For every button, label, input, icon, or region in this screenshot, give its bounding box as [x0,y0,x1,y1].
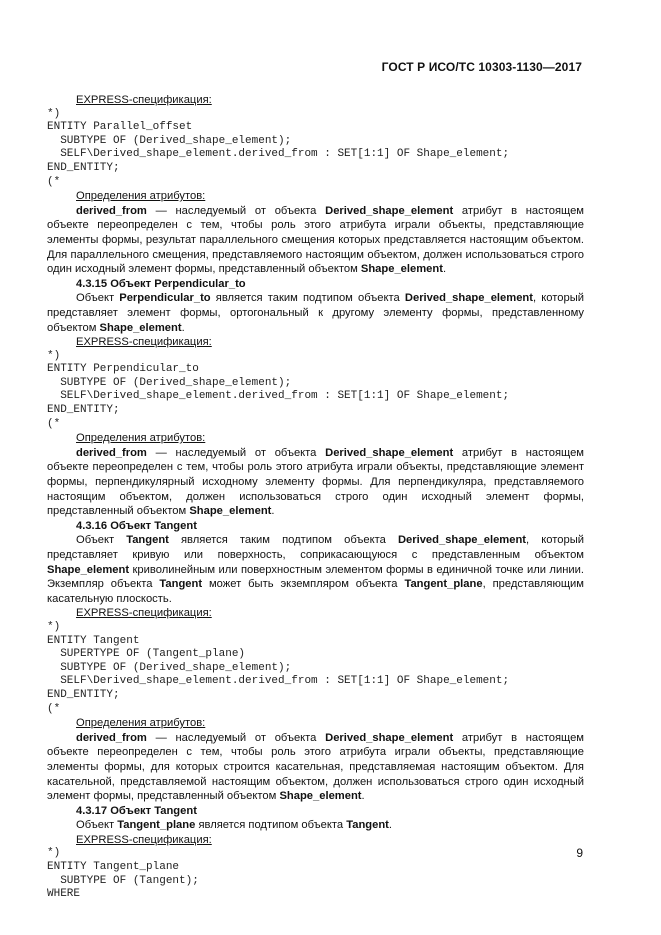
subheading-line [47,431,584,446]
section-heading: 4.3.16 Объект Tangent [76,519,197,532]
bold-term: Shape_element [47,563,130,576]
bold-term: Tangent_plane [404,578,483,591]
text-run: атрибут в настоящем объекте переопределен с тем, чтобы роль этого атрибута играли объекты, представляющие элементы формы, для которых строится касательная, представляемая настоящим объектом. Для касательной, представляемой настоящим объектом, должен использоваться строго один исходный элемент формы, представленный объектом [47,731,584,803]
bold-term: derived_from [76,446,147,459]
express-code-line: ENTITY Perpendicular_to [47,363,199,376]
subheading-line [47,606,584,621]
bold-term: Derived_shape_element [325,204,454,217]
express-code-line: *) [47,847,61,860]
text-run: . [361,790,365,803]
subheading-label: EXPRESS-спецификация: [76,607,212,620]
text-run: атрибут в настоящем объекте переопределен с тем, чтобы роль этого атрибута играли объекты, представляющие элементы формы, результат параллельного смещения которых представляется настоящим объектом. Для параллельного смещения, представляемого настоящим объектом, должен использоваться строго один исходный элемент формы, представленный объектом [47,204,584,276]
text-run: , который представляет кривую или поверхность, соприкасающуюся с представленным объектом [47,534,584,561]
body-paragraph [47,204,584,277]
body-paragraph [47,446,584,519]
text-run: криволинейным или поверхностным элементом формы в единичной точке или линии. Экземпляр объекта [47,563,584,591]
text-run: является таким подтипом объекта [168,534,398,547]
express-code-line: ENTITY Tangent [47,634,140,647]
bold-term: Tangent [126,534,169,547]
section-heading: 4.3.15 Объект Perpendicular_to [76,277,246,290]
express-code-line: END_ENTITY; [47,404,120,417]
text-run: — наследуемый от объекта [146,731,326,744]
bold-term: Tangent [346,819,389,832]
bold-term: Shape_element [189,505,272,518]
bold-term: derived_from [76,731,147,744]
text-run: атрибут в настоящем объекте переопределен с тем, чтобы роль этого атрибута играли объекты, представляющие элемент формы, перпендикулярный исходному элементу формы. Для перпендикуляра, представляемого настоящим объектом, должен использоваться строго один исходный элемент формы, представленный объектом [47,446,584,518]
subheading-label: Определения атрибутов: [76,717,206,730]
subheading-label: Определения атрибутов: [76,432,206,445]
express-code-line: SELF\Derived_shape_element.derived_from : SET[1:1] OF Shape_element; [47,675,510,688]
bold-term: derived_from [76,204,147,217]
body-paragraph [47,818,584,833]
body-paragraph [47,291,584,335]
express-code-line: SUBTYPE OF (Tangent); [47,874,199,887]
express-code-line: END_ENTITY; [47,688,120,701]
express-code-line: SUBTYPE OF (Derived_shape_element); [47,661,292,674]
bold-term: Tangent [159,578,203,591]
subheading-line [47,189,584,204]
subheading-label: EXPRESS-спецификация: [76,94,212,106]
text-run: Объект [76,534,127,547]
bold-term: Shape_element [360,263,443,276]
text-run: . [181,321,185,334]
subheading-line [47,93,584,108]
text-run: , представляющим касательную плоскость. [47,578,584,605]
bold-term: Derived_shape_element [397,534,527,547]
express-code-line: (* [47,702,61,715]
express-code-line: SUBTYPE OF (Derived_shape_element); [47,134,292,147]
express-code-line: *) [47,620,61,633]
running-header: ГОСТ Р ИСО/ТС 10303-1130—2017 [381,60,582,74]
body-paragraph [47,533,584,606]
express-code-line: SELF\Derived_shape_element.derived_from : SET[1:1] OF Shape_element; [47,148,510,161]
bold-term: Perpendicular_to [119,292,211,305]
text-run: Объект [76,292,120,305]
text-run: . [388,819,393,832]
bold-term: Shape_element [99,321,182,334]
express-code-line: SUBTYPE OF (Derived_shape_element); [47,376,292,389]
subheading-line [47,716,584,731]
express-code-line: *) [47,107,61,120]
subheading-label: EXPRESS-спецификация: [76,833,212,846]
body-paragraph [47,731,584,804]
express-code-line: SELF\Derived_shape_element.derived_from : SET[1:1] OF Shape_element; [47,390,510,403]
text-run: . [271,505,275,518]
text-run: является подтипом объекта [195,819,347,832]
bold-term: Shape_element [279,790,362,803]
express-code-line: (* [47,417,61,430]
subheading-label: EXPRESS-спецификация: [76,336,212,349]
bold-term: Derived_shape_element [404,292,533,305]
subheading-label: Определения атрибутов: [76,190,206,203]
text-run: . [442,263,447,276]
text-run: является таким подтипом объекта [210,292,405,305]
document-body [47,93,584,902]
bold-term: Derived_shape_element [325,446,454,459]
express-code-line: SUPERTYPE OF (Tangent_plane) [47,648,246,661]
express-code-line: *) [47,349,61,362]
text-run: Объект [76,819,118,832]
section-heading: 4.3.17 Объект Tangent [76,804,197,817]
subheading-line [47,335,584,350]
express-code-line: ENTITY Tangent_plane [47,861,180,874]
subheading-line [47,833,584,848]
express-code-line: (* [47,175,61,188]
text-run: — наследуемый от объекта [146,446,326,459]
text-run: — наследуемый от объекта [146,204,326,217]
text-run: , который представляет элемент формы, ортогональный к другому элементу формы, представленному объектом [47,292,584,334]
express-code-line: ENTITY Parallel_offset [47,121,193,134]
express-code-line: END_ENTITY; [47,161,120,174]
page-number: 9 [576,846,583,860]
bold-term: Tangent_plane [117,819,196,832]
express-code-line: WHERE [47,888,81,901]
bold-term: Derived_shape_element [325,731,454,744]
text-run: может быть экземпляром объекта [202,578,405,591]
